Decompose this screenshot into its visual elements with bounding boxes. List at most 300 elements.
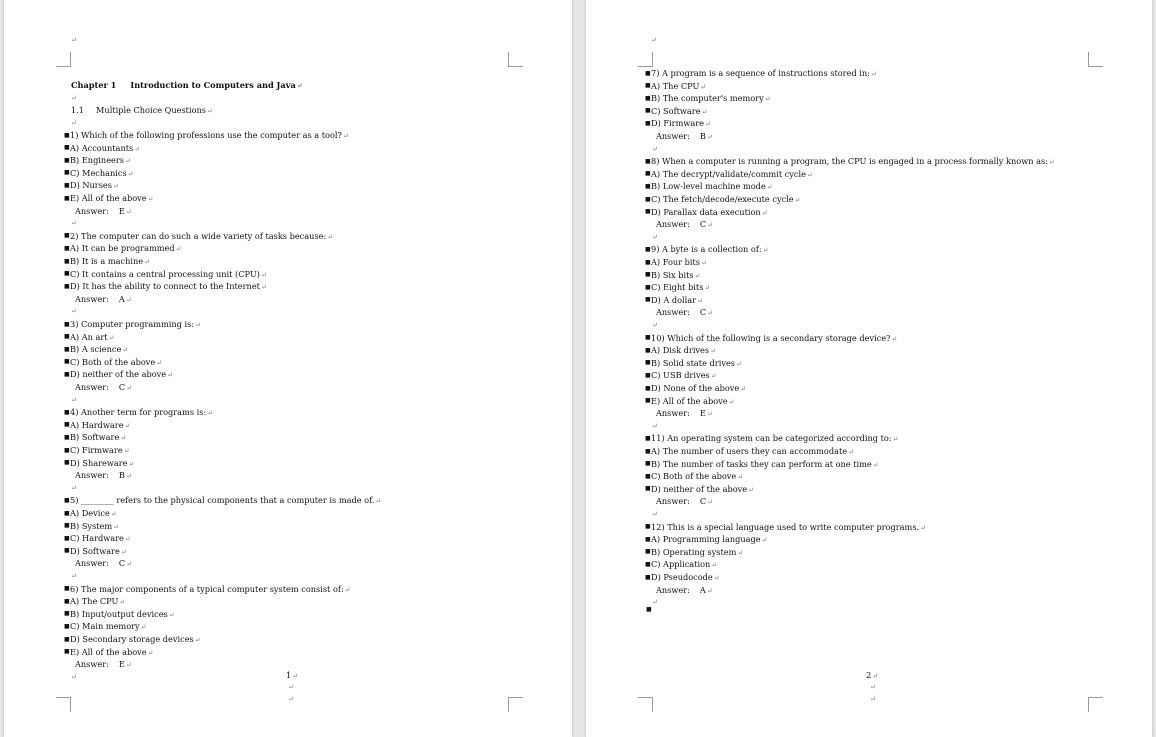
paragraph-mark: ↵ — [700, 82, 707, 91]
paragraph-mark: ↵ — [122, 346, 129, 355]
paragraph-mark: ↵ — [260, 283, 267, 292]
answer-option[interactable] — [651, 558, 717, 572]
question-text-content: 11) An operating system can be categorized according to: — [651, 433, 892, 444]
answer-label: Answer: — [75, 558, 109, 569]
list-bullet: ■ — [645, 460, 651, 468]
question-text[interactable] — [651, 432, 898, 446]
answer-option[interactable] — [70, 356, 162, 370]
section-number: 1.1 — [71, 105, 85, 115]
list-bullet: ■ — [64, 459, 70, 467]
list-bullet: ■ — [645, 119, 651, 127]
paragraph-mark: ↵ — [156, 358, 163, 367]
answer-line[interactable] — [656, 584, 713, 598]
answer-option[interactable] — [651, 533, 768, 547]
paragraph-mark: ↵ — [701, 259, 707, 267]
answer-label: Answer: — [75, 470, 109, 481]
list-bullet: ■ — [64, 181, 70, 189]
answer-option[interactable] — [651, 117, 711, 131]
answer-option[interactable] — [70, 457, 134, 471]
answer-option[interactable] — [651, 180, 773, 194]
answer-option-content: E) All of the above — [651, 395, 728, 406]
margin-corner-top-left — [638, 52, 653, 67]
list-bullet: ■ — [64, 282, 70, 290]
answer-option[interactable] — [70, 154, 131, 168]
answer-option-content: C) Both of the above — [70, 356, 156, 367]
paragraph-mark: ↵ — [327, 232, 334, 241]
list-bullet: ■ — [645, 283, 651, 291]
list-bullet: ■ — [645, 182, 651, 190]
answer-option[interactable] — [70, 331, 114, 345]
answer-option[interactable] — [651, 269, 701, 283]
chapter-heading[interactable]: Chapter 1 Introduction to Computers and Java↵ — [71, 80, 303, 90]
answer-option-content: E) All of the above — [70, 193, 147, 203]
question-text-content: 5) ________ refers to the physical components that a computer is made of. — [70, 495, 375, 506]
paragraph-mark: ↵ — [707, 221, 714, 230]
list-bullet: ■ — [64, 257, 70, 265]
answer-option-content: A) The CPU — [651, 80, 700, 91]
answer-line[interactable] — [656, 495, 713, 509]
paragraph-mark: ↵ — [761, 208, 768, 217]
section-title: Multiple Choice Questions — [96, 105, 206, 115]
question-text-content: 6) The major components of a typical computer system consist of: — [70, 583, 344, 594]
paragraph-mark: ↵ — [168, 610, 175, 619]
answer-value: A — [699, 584, 706, 595]
paragraph-mark: ↵ — [124, 535, 131, 544]
paragraph-mark: ↵ — [113, 522, 120, 531]
list-bullet: ■ — [645, 434, 651, 442]
list-bullet: ■ — [64, 370, 70, 378]
answer-option-content: B) Software — [70, 432, 120, 443]
list-bullet: ■ — [645, 69, 651, 77]
question-text-content: 8) When a computer is running a program, the CPU is engaged in a process formally known as: — [651, 156, 1048, 167]
question-text[interactable] — [70, 406, 213, 420]
list-bullet: ■ — [645, 94, 651, 102]
answer-option-content: D) Shareware — [70, 457, 128, 468]
paragraph-mark: ↵ — [870, 683, 876, 691]
paragraph-mark: ↵ — [123, 447, 130, 455]
answer-option-content: B) Engineers — [70, 155, 125, 166]
paragraph-mark: ↵ — [705, 120, 711, 129]
page-number: 2↵ — [866, 670, 879, 680]
answer-option[interactable] — [651, 281, 710, 295]
answer-value: C — [699, 219, 707, 230]
answer-option-content: D) Firmware — [651, 118, 704, 129]
answer-option-content: A) Accountants — [70, 142, 134, 153]
paragraph-mark: ↵ — [710, 347, 716, 356]
paragraph-mark: ↵ — [288, 695, 294, 703]
answer-value: C — [699, 307, 707, 318]
answer-option[interactable] — [70, 545, 127, 559]
answer-option[interactable] — [70, 431, 126, 445]
paragraph-mark: ↵ — [71, 94, 77, 102]
question-text[interactable] — [70, 230, 333, 244]
answer-option-content: D) None of the above — [651, 383, 740, 393]
paragraph-mark: ↵ — [288, 683, 294, 691]
answer-option[interactable] — [70, 620, 147, 634]
margin-corner-top-right — [508, 52, 523, 67]
answer-value: B — [118, 470, 125, 481]
list-bullet: ■ — [64, 270, 70, 278]
answer-option-content: A) Hardware — [70, 419, 124, 430]
answer-label: Answer: — [75, 659, 109, 670]
answer-option[interactable] — [651, 483, 754, 497]
paragraph-mark: ↵ — [71, 572, 77, 580]
list-bullet: ■ — [64, 547, 70, 555]
answer-option[interactable] — [651, 445, 854, 459]
answer-line[interactable] — [75, 293, 132, 307]
answer-option[interactable] — [651, 256, 707, 270]
list-bullet: ■ — [645, 359, 651, 367]
answer-option-content: A) The number of users they can accommodate — [651, 446, 848, 456]
answer-option-content: A) Disk drives — [651, 345, 710, 356]
list-bullet: ■ — [64, 421, 70, 429]
paragraph-mark: ↵ — [762, 246, 769, 255]
empty-list-bullet: ■ — [646, 606, 652, 613]
paragraph-mark: ↵ — [147, 648, 154, 657]
answer-value: C — [699, 496, 707, 507]
answer-option-content: C) Software — [651, 105, 701, 116]
answer-option[interactable] — [70, 507, 117, 521]
paragraph-mark: ↵ — [125, 661, 132, 670]
answer-line[interactable] — [656, 218, 713, 232]
question-text[interactable] — [70, 494, 381, 508]
answer-option[interactable] — [70, 608, 175, 622]
answer-option[interactable] — [70, 179, 119, 193]
answer-option[interactable] — [70, 268, 267, 282]
answer-option-content: D) Parallax data execution — [651, 206, 761, 217]
list-bullet: ■ — [645, 107, 651, 115]
paragraph-mark: ↵ — [652, 598, 658, 607]
question-text[interactable] — [651, 521, 926, 535]
answer-option-content: A) The decrypt/validate/commit cycle — [651, 168, 806, 179]
answer-option[interactable] — [70, 242, 181, 256]
question-text[interactable] — [651, 332, 897, 346]
answer-option-content: D) Software — [70, 545, 120, 556]
paragraph-mark: ↵ — [870, 70, 877, 78]
answer-option[interactable] — [651, 357, 742, 371]
list-bullet: ■ — [645, 384, 651, 392]
answer-option-content: A) Device — [70, 508, 110, 518]
margin-corner-top-left — [56, 52, 71, 67]
answer-option[interactable] — [651, 382, 746, 396]
list-bullet: ■ — [645, 208, 651, 216]
paragraph-mark: ↵ — [207, 409, 214, 418]
paragraph-mark: ↵ — [737, 548, 744, 557]
paragraph-mark: ↵ — [71, 395, 77, 404]
question-text[interactable] — [651, 243, 769, 257]
list-bullet: ■ — [645, 397, 651, 405]
list-bullet: ■ — [645, 447, 651, 455]
answer-option[interactable] — [651, 168, 813, 182]
paragraph-mark: ↵ — [71, 119, 77, 127]
answer-option[interactable] — [70, 595, 125, 609]
answer-option[interactable] — [651, 206, 768, 220]
answer-option[interactable] — [70, 192, 154, 206]
paragraph-mark: ↵ — [707, 498, 714, 507]
list-bullet: ■ — [64, 244, 70, 252]
answer-option[interactable] — [651, 470, 743, 484]
paragraph-mark: ↵ — [175, 245, 182, 254]
answer-value: C — [118, 382, 126, 392]
list-bullet: ■ — [645, 195, 651, 203]
answer-value: E — [118, 659, 125, 670]
list-bullet: ■ — [64, 522, 70, 530]
list-bullet: ■ — [64, 232, 70, 240]
paragraph-mark: ↵ — [740, 385, 747, 393]
answer-option-content: D) neither of the above — [70, 369, 167, 380]
margin-corner-bottom-left — [638, 697, 653, 712]
margin-corner-top-right — [1088, 52, 1103, 67]
paragraph-mark: ↵ — [891, 334, 898, 343]
list-bullet: ■ — [645, 334, 651, 342]
paragraph-mark: ↵ — [713, 574, 720, 582]
list-bullet: ■ — [64, 144, 70, 152]
answer-option[interactable] — [70, 368, 173, 382]
list-bullet: ■ — [64, 509, 70, 517]
paragraph-mark: ↵ — [652, 510, 658, 518]
question-text-content: 10) Which of the following is a secondary storage device? — [651, 332, 891, 343]
answer-value: E — [699, 408, 706, 419]
answer-value: C — [118, 558, 126, 569]
answer-option-content: E) All of the above — [70, 646, 147, 657]
answer-option[interactable] — [651, 458, 879, 472]
answer-option[interactable] — [70, 419, 130, 433]
paragraph-mark: ↵ — [794, 196, 801, 204]
paragraph-mark: ↵ — [652, 321, 658, 329]
chapter-label: Chapter 1 — [71, 80, 117, 90]
answer-label: Answer: — [656, 584, 690, 595]
answer-option-content: C) Main memory — [70, 621, 140, 632]
paragraph-mark: ↵ — [144, 258, 150, 266]
paragraph-mark: ↵ — [120, 547, 127, 556]
paragraph-mark: ↵ — [870, 695, 876, 703]
list-bullet: ■ — [64, 408, 70, 416]
list-bullet: ■ — [64, 333, 70, 341]
paragraph-mark: ↵ — [704, 284, 711, 293]
question-text-content: 12) This is a special language used to write computer programs. — [651, 521, 920, 532]
answer-label: Answer: — [75, 293, 109, 304]
paragraph-mark: ↵ — [126, 560, 133, 569]
paragraph-mark: ↵ — [706, 410, 713, 419]
paragraph-mark: ↵ — [125, 472, 132, 481]
answer-label: Answer: — [656, 307, 690, 318]
answer-option-content: C) The fetch/decode/execute cycle — [651, 194, 794, 204]
question-text[interactable] — [651, 155, 1055, 169]
question-text-content: 3) Computer programming is: — [70, 319, 195, 329]
list-bullet: ■ — [645, 573, 651, 581]
paragraph-mark: ↵ — [710, 372, 717, 381]
list-bullet: ■ — [64, 622, 70, 630]
list-bullet: ■ — [64, 446, 70, 454]
paragraph-mark: ↵ — [260, 270, 267, 279]
paragraph-mark: ↵ — [140, 623, 147, 632]
paragraph-mark: ↵ — [848, 448, 854, 456]
answer-value: A — [118, 293, 125, 304]
answer-option-content: A) Four bits — [651, 257, 701, 267]
answer-option[interactable] — [651, 369, 717, 383]
answer-option[interactable] — [70, 520, 119, 534]
margin-corner-bottom-left — [56, 697, 71, 712]
answer-option-content: B) The computer's memory — [651, 93, 764, 104]
answer-option[interactable] — [651, 571, 720, 585]
list-bullet: ■ — [64, 131, 70, 139]
question-text[interactable] — [70, 318, 201, 332]
answer-option-content: C) Hardware — [70, 533, 124, 544]
answer-option[interactable] — [70, 343, 128, 357]
paragraph-mark: ↵ — [128, 459, 135, 468]
paragraph-mark: ↵ — [120, 434, 127, 443]
document-page-1[interactable] — [4, 0, 572, 737]
list-bullet: ■ — [645, 535, 651, 543]
answer-option-content: C) Both of the above — [651, 471, 737, 482]
paragraph-mark: ↵ — [652, 232, 658, 241]
answer-option[interactable] — [651, 294, 703, 308]
list-bullet: ■ — [645, 271, 651, 279]
answer-option[interactable] — [651, 80, 706, 94]
list-bullet: ■ — [645, 170, 651, 178]
answer-value: B — [699, 131, 706, 141]
paragraph-mark: ↵ — [920, 523, 927, 532]
paragraph-mark: ↵ — [748, 485, 754, 494]
answer-option[interactable] — [70, 633, 201, 647]
list-bullet: ■ — [645, 346, 651, 354]
answer-line[interactable] — [75, 658, 132, 672]
answer-option[interactable] — [70, 646, 154, 660]
paragraph-mark: ↵ — [651, 36, 657, 44]
answer-label: Answer: — [656, 496, 690, 507]
paragraph-mark: ↵ — [108, 333, 115, 342]
answer-option-content: B) It is a machine — [70, 256, 144, 266]
paragraph-mark: ↵ — [766, 183, 773, 192]
paragraph-mark: ↵ — [124, 421, 131, 430]
list-bullet: ■ — [64, 496, 70, 504]
section-heading[interactable]: 1.1 Multiple Choice Questions↵ — [71, 105, 213, 115]
list-bullet: ■ — [645, 296, 651, 304]
answer-option[interactable] — [70, 532, 131, 546]
answer-option[interactable] — [70, 280, 267, 294]
answer-option[interactable] — [70, 255, 150, 269]
paragraph-mark: ↵ — [806, 170, 813, 179]
paragraph-mark: ↵ — [342, 132, 349, 140]
list-bullet: ■ — [64, 635, 70, 643]
answer-option[interactable] — [651, 193, 801, 207]
list-bullet: ■ — [64, 156, 70, 164]
answer-label: Answer: — [656, 219, 690, 230]
paragraph-mark: ↵ — [71, 672, 77, 681]
question-text[interactable] — [70, 583, 351, 597]
answer-label: Answer: — [656, 131, 690, 141]
answer-line[interactable] — [75, 205, 132, 219]
answer-option-content: B) Operating system — [651, 546, 737, 557]
paragraph-mark: ↵ — [195, 321, 201, 329]
paragraph-mark: ↵ — [764, 95, 771, 104]
list-bullet: ■ — [64, 597, 70, 605]
document-page-2[interactable] — [586, 0, 1152, 737]
paragraph-mark: ↵ — [706, 133, 713, 141]
answer-value: E — [118, 205, 125, 216]
answer-option-content: B) Input/output devices — [70, 608, 168, 619]
answer-option[interactable] — [651, 105, 707, 119]
answer-option[interactable] — [651, 344, 716, 358]
paragraph-mark: ↵ — [134, 144, 141, 153]
answer-line[interactable] — [656, 306, 713, 320]
answer-option-content: B) The number of tasks they can perform at one time — [651, 458, 872, 469]
paragraph-mark: ↵ — [652, 144, 658, 153]
list-bullet: ■ — [645, 485, 651, 493]
answer-option[interactable] — [651, 546, 743, 560]
paragraph-mark: ↵ — [375, 497, 382, 506]
paragraph-mark: ↵ — [892, 435, 899, 444]
paragraph-mark: ↵ — [697, 296, 703, 305]
paragraph-mark: ↵ — [711, 561, 718, 570]
margin-corner-bottom-right — [508, 697, 523, 712]
answer-option-content: A) It can be programmed — [70, 243, 175, 254]
answer-option-content: D) neither of the above — [651, 483, 748, 494]
paragraph-mark: ↵ — [126, 384, 133, 392]
question-text-content: 7) A program is a sequence of instructions stored in: — [651, 68, 870, 78]
answer-line[interactable] — [656, 407, 713, 421]
answer-line[interactable] — [75, 557, 132, 571]
answer-option-content: C) Eight bits — [651, 282, 704, 293]
paragraph-mark: ↵ — [125, 157, 131, 166]
question-text[interactable] — [651, 67, 877, 81]
answer-option-content: A) Programming language — [651, 534, 761, 545]
answer-line[interactable] — [75, 469, 132, 483]
list-bullet: ■ — [645, 82, 651, 90]
list-bullet: ■ — [64, 648, 70, 656]
list-bullet: ■ — [64, 358, 70, 366]
answer-label: Answer: — [75, 205, 109, 216]
paragraph-mark: ↵ — [706, 586, 713, 595]
list-bullet: ■ — [64, 433, 70, 441]
answer-option[interactable] — [70, 444, 130, 458]
list-bullet: ■ — [645, 157, 651, 165]
paragraph-mark: ↵ — [194, 636, 201, 644]
question-text-content: 9) A byte is a collection of: — [651, 244, 762, 255]
answer-label: Answer: — [75, 382, 109, 392]
answer-option-content: B) Low-level machine mode — [651, 181, 766, 192]
answer-line[interactable] — [75, 381, 132, 395]
answer-option-content: D) It has the ability to connect to the Internet — [70, 281, 260, 292]
answer-option[interactable] — [651, 92, 771, 106]
list-bullet: ■ — [645, 371, 651, 379]
answer-option[interactable] — [70, 167, 134, 181]
list-bullet: ■ — [64, 345, 70, 353]
paragraph-mark: ↵ — [1048, 158, 1055, 167]
page-number: 1↵ — [286, 670, 299, 680]
chapter-title: Introduction to Computers and Java — [130, 80, 296, 90]
list-bullet: ■ — [64, 320, 70, 328]
answer-option-content: B) System — [70, 520, 113, 531]
paragraph-mark: ↵ — [761, 536, 768, 545]
answer-option-content: B) Six bits — [651, 269, 694, 280]
paragraph-mark: ↵ — [736, 359, 742, 368]
answer-option[interactable] — [70, 142, 140, 156]
question-text-content: 2) The computer can do such a wide variety of tasks because: — [70, 230, 327, 241]
paragraph-mark: ↵ — [147, 195, 154, 203]
answer-option-content: A) An art — [70, 331, 108, 342]
answer-line[interactable] — [656, 130, 713, 144]
list-bullet: ■ — [645, 560, 651, 568]
list-bullet: ■ — [64, 534, 70, 542]
paragraph-mark: ↵ — [344, 585, 351, 594]
answer-option[interactable] — [651, 395, 735, 409]
margin-corner-bottom-right — [1088, 697, 1103, 712]
paragraph-mark: ↵ — [707, 309, 714, 318]
paragraph-mark: ↵ — [737, 473, 744, 482]
answer-option-content: D) Nurses — [70, 180, 112, 191]
question-text[interactable] — [70, 129, 349, 143]
